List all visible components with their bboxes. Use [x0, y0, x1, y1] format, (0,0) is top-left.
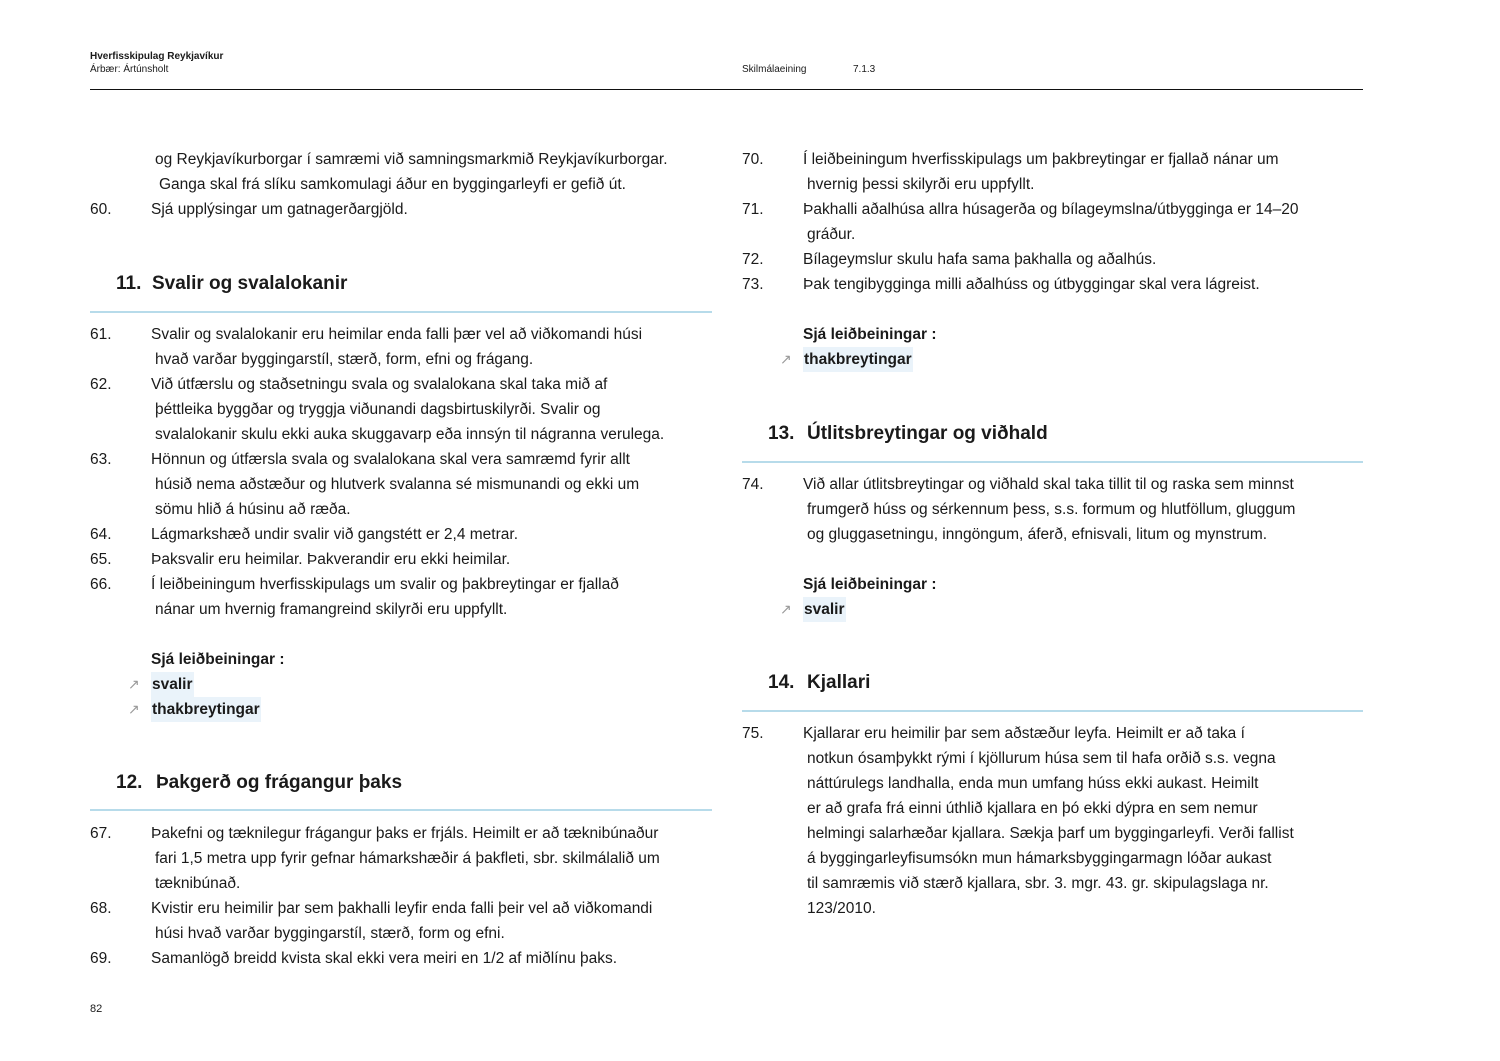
item-text-line: sömu hlið á húsinu að ræða.: [155, 501, 351, 518]
list-item: [742, 472, 1372, 547]
item-text-line: þéttleika byggðar og tryggja viðunandi dagsbirtuskilyrði. Svalir og: [155, 401, 601, 418]
item-text-line: helmingi salarhæðar kjallara. Sækja þarf um byggingarleyfi. Verði fallist: [807, 825, 1294, 842]
list-item: [742, 721, 1372, 921]
items-60: [90, 197, 720, 222]
guideline-link-text[interactable]: svalir: [803, 597, 846, 622]
item-text-line: fari 1,5 metra upp fyrir gefnar hámarkshæðir á þakfleti, sbr. skilmálalið um: [155, 850, 660, 867]
item-text-line: nánar um hvernig framangreind skilyrði eru uppfyllt.: [155, 601, 508, 618]
section-divider: [90, 809, 712, 811]
item-text-line: Þakhalli aðalhúsa allra húsagerða og bílageymslna/útbygginga er 14–20: [803, 201, 1299, 218]
item-text-line: Lágmarkshæð undir svalir við gangstétt er 2,4 metrar.: [151, 526, 519, 543]
item-text-line: gráður.: [807, 226, 856, 243]
item-number: 66.: [90, 576, 112, 593]
header-subtitle: Árbær: Ártúnsholt: [90, 64, 169, 75]
item-text-line: er að grafa frá einni úthlið kjallara en þó ekki dýpra en sem nemur: [807, 800, 1258, 817]
item-text-line: og Reykjavíkurborgar í samræmi við samningsmarkmið Reykjavíkurborgar.: [155, 151, 668, 168]
item-text-line: til samræmis við stærð kjallara, sbr. 3. mgr. 43. gr. skipulagslaga nr.: [807, 875, 1269, 892]
item-text-line: svalalokanir skulu ekki auka skuggavarp eða innsýn til nágranna verulega.: [155, 426, 665, 443]
list-item: [742, 272, 1372, 297]
section-heading-14: [768, 670, 871, 696]
item-text-line: 123/2010.: [807, 900, 876, 917]
list-item: [90, 896, 720, 946]
guideline-link[interactable]: [742, 347, 937, 372]
guideline-link[interactable]: [742, 597, 937, 622]
item-number: 69.: [90, 950, 112, 967]
external-link-arrow-icon: ↗: [780, 351, 792, 367]
list-item: [90, 197, 720, 222]
item-text-line: Svalir og svalalokanir eru heimilar enda falli þær vel að viðkomandi húsi: [151, 326, 643, 343]
header-section: Skilmálaeining: [742, 64, 807, 75]
guideline-link-text[interactable]: svalir: [151, 672, 194, 697]
section-heading-11: [116, 271, 348, 297]
item-text-line: Bílageymslur skulu hafa sama þakhalla og aðalhús.: [803, 251, 1157, 268]
item-text-line: Í leiðbeiningum hverfisskipulags um svalir og þakbreytingar er fjallað: [151, 576, 619, 593]
section-number: 13.: [768, 423, 795, 444]
item-text-line: á byggingarleyfisumsókn mun hámarksbyggingarmagn lóðar aukast: [807, 850, 1272, 867]
list-item: [90, 946, 720, 971]
item-text-line: Sjá upplýsingar um gatnagerðargjöld.: [151, 201, 408, 218]
list-item: [742, 147, 1372, 197]
item-number: 60.: [90, 201, 112, 218]
items-section-12: [90, 821, 720, 971]
see-guidelines-11: [90, 647, 285, 722]
guideline-link-text[interactable]: thakbreytingar: [151, 697, 261, 722]
section-number: 11.: [116, 273, 142, 294]
list-item: [90, 547, 720, 572]
item-text-line: hvað varðar byggingarstíl, stærð, form, efni og frágang.: [155, 351, 534, 368]
list-item: [90, 572, 720, 622]
list-item: [90, 372, 720, 447]
list-item: [742, 197, 1372, 247]
items-section-14: [742, 721, 1372, 921]
list-item: [90, 522, 720, 547]
item-text-line: notkun ósamþykkt rými í kjöllurum húsa sem til hafa orðið s.s. vegna: [807, 750, 1276, 767]
see-guidelines-label: Sjá leiðbeiningar :: [151, 651, 285, 668]
item-number: 67.: [90, 825, 112, 842]
section-title: Útlitsbreytingar og viðhald: [807, 423, 1048, 444]
item-number: 61.: [90, 326, 112, 343]
section-title: Kjallari: [807, 672, 871, 693]
external-link-arrow-icon: ↗: [128, 676, 140, 692]
see-guidelines-13: [742, 572, 937, 622]
item-number: 63.: [90, 451, 112, 468]
item-text-line: húsi hvað varðar byggingarstíl, stærð, form og efni.: [155, 925, 505, 942]
section-divider: [742, 461, 1363, 463]
item-text-line: Kvistir eru heimilir þar sem þakhalli leyfir enda falli þeir vel að viðkomandi: [151, 900, 653, 917]
item-text-line: tæknibúnað.: [155, 875, 241, 892]
item-number: 71.: [742, 201, 764, 218]
item-number: 64.: [90, 526, 112, 543]
section-number: 12.: [116, 772, 143, 793]
item-text-line: Þak tengibygginga milli aðalhúss og útbyggingar skal vera lágreist.: [803, 276, 1260, 293]
item-text-line: Þaksvalir eru heimilar. Þakverandir eru ekki heimilar.: [151, 551, 511, 568]
section-title: Svalir og svalalokanir: [152, 273, 348, 294]
items-section-12-cont: [742, 147, 1372, 297]
items-section-11: [90, 322, 720, 622]
items-section-13: [742, 472, 1372, 547]
section-divider: [90, 311, 712, 313]
external-link-arrow-icon: ↗: [128, 701, 140, 717]
item-number: 73.: [742, 276, 764, 293]
see-guidelines-12: [742, 322, 937, 372]
item-text-line: Hönnun og útfærsla svala og svalalokana skal vera samræmd fyrir allt: [151, 451, 630, 468]
item-text-line: Við útfærslu og staðsetningu svala og svalalokana skal taka mið af: [151, 376, 608, 393]
list-item: [742, 247, 1372, 272]
list-item: [90, 147, 720, 197]
external-link-arrow-icon: ↗: [780, 601, 792, 617]
item-text-line: og gluggasetningu, inngöngum, áferð, efnisvali, litum og mynstrum.: [807, 526, 1268, 543]
item-text-line: húsið nema aðstæður og hlutverk svalanna sé mismunandi og ekki um: [155, 476, 640, 493]
header-section-number: 7.1.3: [853, 64, 876, 75]
section-title: Þakgerð og frágangur þaks: [156, 772, 403, 793]
see-guidelines-label: Sjá leiðbeiningar :: [803, 576, 937, 593]
item-text-line: hvernig þessi skilyrði eru uppfyllt.: [807, 176, 1035, 193]
page-number: 82: [90, 1003, 103, 1015]
list-item: [90, 447, 720, 522]
item-text-line: Í leiðbeiningum hverfisskipulags um þakbreytingar er fjallað nánar um: [803, 151, 1279, 168]
item-number: 65.: [90, 551, 112, 568]
item-text-line: náttúrulegs landhalla, enda mun umfang húss ekki aukast. Heimilt: [807, 775, 1259, 792]
list-item: [90, 821, 720, 896]
item-text-line: Þakefni og tæknilegur frágangur þaks er frjáls. Heimilt er að tæknibúnaður: [151, 825, 659, 842]
item-number: 74.: [742, 476, 764, 493]
item-number: 62.: [90, 376, 112, 393]
guideline-link[interactable]: [90, 672, 285, 697]
list-item: [90, 322, 720, 372]
item-number: 72.: [742, 251, 764, 268]
item-number: 75.: [742, 725, 764, 742]
section-number: 14.: [768, 672, 795, 693]
item-text-line: Kjallarar eru heimilir þar sem aðstæður leyfa. Heimilt er að taka í: [803, 725, 1245, 742]
header-divider: [90, 89, 1363, 90]
section-heading-12: [116, 770, 403, 796]
items-intro: [90, 147, 720, 197]
section-heading-13: [768, 421, 1048, 447]
item-text-line: Við allar útlitsbreytingar og viðhald skal taka tillit til og raska sem minnst: [803, 476, 1294, 493]
see-guidelines-label: Sjá leiðbeiningar :: [803, 326, 937, 343]
item-number: 70.: [742, 151, 764, 168]
header-title: Hverfisskipulag Reykjavíkur: [90, 51, 224, 62]
guideline-link[interactable]: [90, 697, 285, 722]
guideline-link-text[interactable]: thakbreytingar: [803, 347, 913, 372]
item-text-line: Ganga skal frá slíku samkomulagi áður en byggingarleyfi er gefið út.: [159, 176, 626, 193]
item-text-line: frumgerð húss og sérkennum þess, s.s. formum og hlutföllum, gluggum: [807, 501, 1296, 518]
document-header: [90, 50, 223, 76]
item-text-line: Samanlögð breidd kvista skal ekki vera meiri en 1/2 af miðlínu þaks.: [151, 950, 618, 967]
section-divider: [742, 710, 1363, 712]
item-number: 68.: [90, 900, 112, 917]
